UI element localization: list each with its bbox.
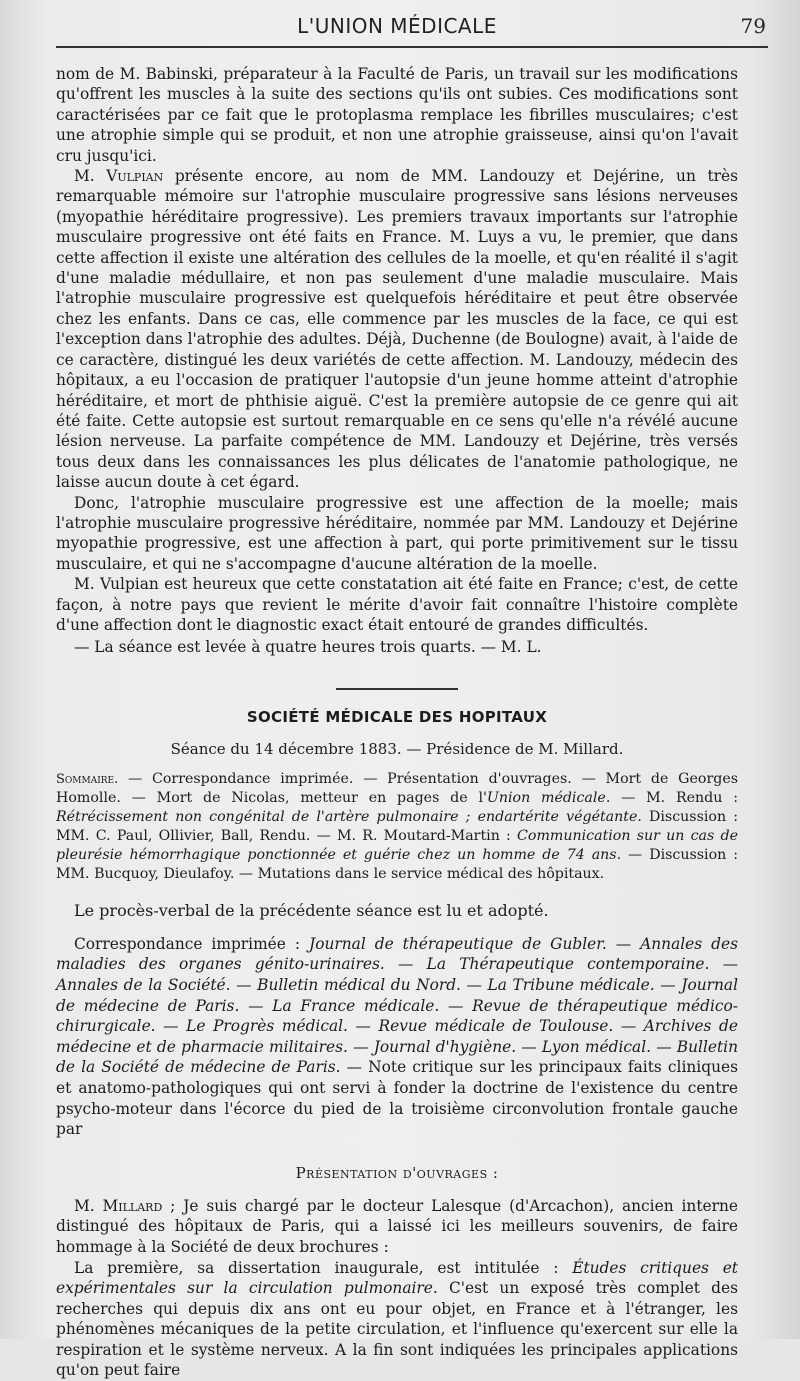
paragraph-text: C'est un exposé très complet des recherches qui depuis dix ans ont eu pour objet, en France et à l'étranger, les phénomènes mécaniques de la petite circulation, et l'influence qu'exercent sur elle la respiration et le système nerveux. A la fin sont indiquées les principales applications qu'on peut faire (56, 1279, 738, 1379)
paragraph-vulpian-remark: M. Vulpian est heureux que cette constatation ait été faite en France; c'est, de cette façon, à notre pays que revient le mérite d'avoir fait connaître l'histoire complète d'une affection dont le diagnostic exact était entouré de grandes difficultés. (56, 574, 738, 635)
speaker-name: M. Millard (74, 1197, 162, 1215)
correspondance-lead: Correspondance imprimée : (74, 935, 309, 953)
paragraph-dissertation (56, 1258, 738, 1381)
speaker-name: M. Vulpian (74, 167, 163, 185)
summary-text: — Discussion : MM. Bucquoy, Dieulafoy. — Mutations dans le service médical des hôpitaux. (56, 847, 738, 882)
paragraph-vulpian-presentation (56, 166, 738, 493)
paragraph-conclusion: Donc, l'atrophie musculaire progressive est une affection de la moelle; mais l'atrophie musculaire progressive héréditaire, nommée par MM. Landouzy et Dejérine myopathie progressive, est une affection à part, qui porte primitivement sur le tissu musculaire, et qui ne s'accompagne d'aucune altération de la moelle. (56, 493, 738, 575)
page-number: 79 (741, 14, 766, 38)
paragraph-millard (56, 1196, 738, 1258)
rendu-title: Rétrécissement non congénital de l'artère pulmonaire ; endartérite végétante. (56, 809, 642, 825)
summary-text: Discussion : MM. C. Paul, Ollivier, Ball, Rendu. — M. R. Moutard-Martin : (56, 809, 738, 844)
running-title: L'UNION MÉDICALE (56, 14, 738, 38)
union-title: Union médicale (487, 790, 606, 806)
session-line: Séance du 14 décembre 1883. — Présidence de M. Millard. (56, 740, 738, 758)
header-rule (56, 46, 768, 48)
page-header (56, 0, 738, 50)
session-closing: — La séance est levée à quatre heures trois quarts. — M. L. (56, 637, 738, 657)
summary-text: — Correspondance imprimée. — Présentation d'ouvrages. — Mort de Georges Homolle. — Mort de Nicolas, metteur en pages de l' (56, 771, 738, 806)
paragraph-text: ; Je suis chargé par le docteur Lalesque (d'Arcachon), ancien interne distingué des hôpitaux de Paris, qui a laissé ici les meilleurs souvenirs, de faire hommage à la Société de deux brochures : (56, 1197, 738, 1256)
proces-verbal: Le procès-verbal de la précédente séance est lu et adopté. (56, 900, 738, 922)
section-divider (336, 688, 458, 690)
paragraph-text: La première, sa dissertation inaugurale, est intitulée : (74, 1259, 572, 1277)
correspondance-tail: — Note critique sur les principaux faits cliniques et anatomo-pathologiques qui ont servi à fonder la doctrine de l'existence du centre psycho-moteur dans l'écorce du pied de la troisième circonvolution frontale gauche par (56, 1058, 738, 1138)
journal-list: Journal de thérapeutique de Gubler. — Annales des maladies des organes génito-urinaires. — La Thérapeutique contemporaine. — Annales de la Société. — Bulletin médical du Nord. — La Tribune médicale. — Journal de médecine de Paris. — La France médicale. — Revue de thérapeutique médico-chirurgicale. — Le Progrès médical. — Revue médicale de Toulouse. — Archives de médecine et de pharmacie militaires. — Journal d'hygiène. — Lyon médical. — Bulletin de la Société de médecine de Paris. (56, 935, 738, 1077)
correspondance-block (56, 934, 738, 1140)
summary-block (56, 770, 738, 884)
presentation-heading: Présentation d'ouvrages : (56, 1164, 738, 1182)
moutard-title: Communication sur un cas de pleurésie hémorrhagique ponctionnée et guérie chez un homme de 74 ans. (56, 828, 738, 863)
summary-text: . — M. Rendu : (606, 790, 738, 806)
summary-label: Sommaire. (56, 772, 118, 787)
paragraph-text: présente encore, au nom de MM. Landouzy et Dejérine, un très remarquable mémoire sur l'atrophie musculaire progressive sans lésions nerveuses (myopathie héréditaire progressive). Les premiers travaux importants sur l'atrophie musculaire progressive ont été faits en France. M. Luys a vu, le premier, que dans cette affection il existe une altération des cellules de la moelle, et qu'en réalité il s'agit d'une maladie médullaire, et non pas seulement d'une maladie musculaire. Mais l'atrophie musculaire progressive est quelquefois héréditaire et peut être observée chez les enfants. Dans ce cas, elle commence par les muscles de la face, ce qui est l'exception dans l'atrophie des adultes. Déjà, Duchenne (de Boulogne) avait, à l'aide de ce caractère, distingué les deux variétés de cette affection. M. Landouzy, médecin des hôpitaux, a eu l'occasion de pratiquer l'autopsie d'un jeune homme atteint d'atrophie héréditaire, et mort de phthisie aiguë. C'est la première autopsie de ce genre qui ait été faite. Cette autopsie est surtout remarquable en ce sens qu'elle n'a révélé aucune lésion nerveuse. La parfaite compétence de MM. Landouzy et Dejérine, très versés tous deux dans les connaissances les plus délicates de l'anatomie pathologique, ne laisse aucun doute à cet égard. (56, 167, 738, 491)
paragraph-babinski: nom de M. Babinski, préparateur à la Faculté de Paris, un travail sur les modifications qu'offrent les muscles à la suite des sections qu'ils ont subies. Ces modifications sont caractérisées par ce fait que le protoplasma remplace les fibrilles musculaires; c'est une atrophie simple qui se produit, et non une atrophie graisseuse, ainsi qu'on l'avait cru jusqu'ici. (56, 64, 738, 166)
dissertation-title: Études critiques et expérimentales sur la circulation pulmonaire. (56, 1259, 738, 1298)
section-title: SOCIÉTÉ MÉDICALE DES HOPITAUX (56, 708, 738, 726)
